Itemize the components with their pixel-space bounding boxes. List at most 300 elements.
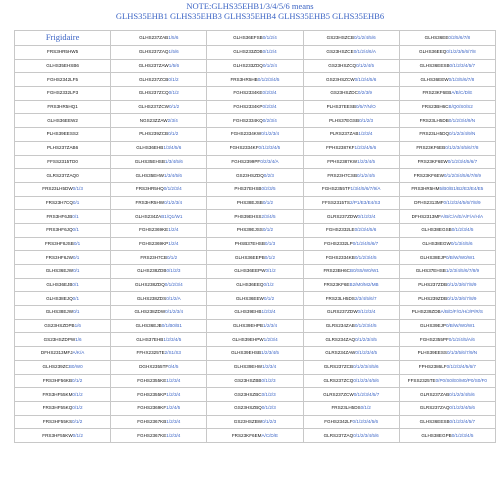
model-suffixes: 0/2/3/4/A <box>260 158 279 164</box>
table-row <box>15 210 496 224</box>
model-suffixes: 0/1/2/4/5/6/7 <box>352 240 379 246</box>
table-cell <box>207 73 303 87</box>
table-cell <box>111 223 207 237</box>
table-cell <box>15 223 111 237</box>
model-prefix: GLHS237ZCB <box>138 76 169 82</box>
model-prefix: GLHS234ZA <box>135 213 162 219</box>
model-suffixes: 0/1/2/3/4/5 <box>258 145 281 151</box>
model-suffixes: B0/W0 <box>68 364 83 370</box>
model-prefix: GLHS36EFSB <box>233 35 263 40</box>
model-prefix: FRS3HF55KW <box>42 432 73 438</box>
table-cell <box>111 100 207 114</box>
model-prefix: FGHS2342LF5 <box>47 76 79 82</box>
model-prefix: PLHS37EGSB <box>329 117 360 123</box>
table-cell <box>15 429 111 443</box>
table-cell <box>207 360 303 374</box>
table-cell <box>399 415 495 429</box>
model-prefix: FRS23KF6E <box>323 282 350 288</box>
model-suffixes: A/K/A <box>72 350 85 356</box>
model-prefix: GLRS234ZAQ <box>325 336 356 342</box>
model-suffixes: 0/1/3 <box>264 240 276 246</box>
table-row <box>15 87 496 101</box>
model-prefix: GS23HSZCE <box>326 49 354 55</box>
model-suffixes: 1/2/3/4/5 <box>163 336 182 342</box>
model-prefix: FGHS2369KP <box>139 240 169 246</box>
model-prefix: FRS3HF6JW <box>45 254 73 260</box>
table-cell <box>399 155 495 169</box>
table-cell <box>399 100 495 114</box>
model-prefix: GLHS38EJQ <box>46 295 73 301</box>
model-suffixes: 1/2/3/4 <box>261 309 276 315</box>
model-suffixes: 0/1 <box>73 268 80 274</box>
table-cell <box>303 210 399 224</box>
table-row <box>15 415 496 429</box>
table-cell <box>15 278 111 292</box>
model-suffixes: 0/P0/S0/E0/M0/P0/S0/F0 <box>435 377 487 383</box>
model-suffixes: 0/1/2/4/5/A/6 <box>448 336 475 342</box>
note-line-2: GLHS35EHB1 GLHS35EHB3 GLHS35EHB4 GLHS35EHB5 GLHS35EHB6 <box>115 11 385 21</box>
table-cell <box>207 265 303 279</box>
model-suffixes: 0/1/2/3/4/5 <box>355 350 378 356</box>
model-prefix: FGHS2342LF <box>324 418 353 424</box>
model-prefix: FRS3HR5HW5 <box>47 49 79 55</box>
model-prefix: PHSB37EHSB <box>234 240 265 246</box>
table-row <box>15 237 496 251</box>
table-cell <box>15 128 111 142</box>
table-cell <box>207 374 303 388</box>
model-prefix: GS23HSZCB <box>326 35 354 40</box>
model-prefix: GLRS237ZCQ <box>323 377 354 383</box>
model-suffixes: 0/1 <box>72 295 80 301</box>
model-prefix: FGHS2334KP <box>233 104 263 110</box>
model-prefix: FRS23KF6EB <box>416 145 446 151</box>
model-suffixes: 0/1/2 <box>72 432 83 438</box>
model-prefix: Frigidaire <box>45 32 80 42</box>
table-cell <box>207 401 303 415</box>
model-suffixes: 0/1/2/3/4 <box>165 309 184 315</box>
model-prefix: GLHS233ZDQ <box>233 63 263 69</box>
model-prefix: FRS3HF6JB <box>46 213 73 219</box>
table-row <box>15 292 496 306</box>
table-cell <box>303 114 399 128</box>
table-cell <box>303 31 399 46</box>
table-cell <box>111 169 207 183</box>
model-prefix: GLRS237ZAB <box>420 391 450 397</box>
model-suffixes: 1/3/4/5/6 <box>163 145 182 151</box>
table-cell <box>399 46 495 60</box>
table-cell <box>111 319 207 333</box>
table-cell <box>207 182 303 196</box>
model-suffixes: 0/1/2 <box>263 282 274 288</box>
table-cell <box>111 59 207 73</box>
table-cell <box>111 415 207 429</box>
table-cell <box>399 278 495 292</box>
table-cell <box>15 292 111 306</box>
model-prefix: GLHS237ZAQ <box>138 49 169 55</box>
table-cell <box>399 401 495 415</box>
model-prefix: FGHS2332LP3 <box>47 90 79 96</box>
table-cell <box>303 388 399 402</box>
table-cell <box>399 306 495 320</box>
model-prefix: GLHS36EJB <box>46 282 73 288</box>
model-prefix: PHS37EHSB <box>234 186 262 192</box>
model-suffixes: 1/2/3/4/5/6/7/8/9 <box>445 268 480 274</box>
table-cell <box>399 251 495 265</box>
model-suffixes: 0/1 <box>73 309 80 315</box>
table-cell <box>111 128 207 142</box>
model-prefix: GLHS36EJW <box>45 268 74 274</box>
table-cell <box>111 374 207 388</box>
model-prefix: PLHS239ZDB <box>418 295 448 301</box>
model-suffixes: 0/1/3 <box>72 186 83 192</box>
model-prefix: GS23HSZBQ <box>234 405 262 411</box>
model-prefix: PLHS39EESS <box>417 350 447 356</box>
model-suffixes: 0/1/2/3/4 <box>357 213 376 219</box>
model-suffixes: 2/3/4/5 <box>261 213 276 219</box>
model-suffixes: 0/1/2/4 <box>262 63 277 69</box>
table-cell <box>399 319 495 333</box>
table-row <box>15 347 496 361</box>
model-suffixes: 1/2/3/4 <box>166 377 181 383</box>
table-row <box>15 360 496 374</box>
model-prefix: FGHS2369KF <box>137 405 167 411</box>
table-cell <box>111 31 207 46</box>
model-prefix: GLHS238ZDQ <box>134 282 165 288</box>
table-cell <box>111 429 207 443</box>
model-prefix: FRS3HR5HB <box>230 76 258 82</box>
table-cell <box>15 100 111 114</box>
model-prefix: DFHS2313MF <box>411 213 441 219</box>
model-prefix: GLHS39EJP <box>419 323 446 329</box>
model-prefix: GLHS37EHB <box>136 336 164 342</box>
model-suffixes: 1/2/4/5 <box>166 405 181 411</box>
model-suffixes: 0/1/2 <box>168 131 179 137</box>
table-cell <box>15 87 111 101</box>
table-cell <box>399 429 495 443</box>
table-cell <box>303 237 399 251</box>
model-suffixes: 0/2/3/9 <box>357 90 372 96</box>
model-prefix: GLHS237ZCQ <box>138 90 169 96</box>
model-suffixes: 0/2/3/4 <box>262 104 277 110</box>
table-cell <box>207 347 303 361</box>
table-cell <box>303 360 399 374</box>
model-suffixes: 0/1 <box>72 213 79 219</box>
model-prefix: GLHS39EHPW <box>232 336 264 342</box>
table-cell <box>303 59 399 73</box>
table-cell <box>15 237 111 251</box>
table-cell <box>111 210 207 224</box>
table-cell <box>399 347 495 361</box>
model-prefix: GLHS238ZDB <box>137 268 167 274</box>
model-suffixes: 0/1/2/3/4/5 <box>451 432 474 438</box>
model-prefix: FRS23LH5DB <box>419 117 449 123</box>
model-suffixes: 1/2/4 <box>168 227 179 233</box>
model-suffixes: 0/1/2/3/4/5 <box>355 336 377 342</box>
model-prefix: FRS3HF56KB <box>42 377 73 383</box>
model-suffixes: 0/1/2/3/4/5/6 <box>352 418 379 424</box>
model-suffixes: 0/1 <box>72 254 80 260</box>
table-cell <box>15 347 111 361</box>
model-suffixes: 0/1/2/3 <box>262 418 277 424</box>
model-suffixes: 0/1/2 <box>72 377 83 383</box>
table-row <box>15 306 496 320</box>
table-cell <box>207 237 303 251</box>
table-cell <box>303 265 399 279</box>
table-cell <box>303 87 399 101</box>
table-row <box>15 114 496 128</box>
model-suffixes: 0/1/2 <box>72 418 83 424</box>
model-suffixes: 0/1 <box>73 240 81 246</box>
model-prefix: GLHS237ZAB <box>139 35 169 40</box>
table-cell <box>303 169 399 183</box>
model-suffixes: 0/B/W/W0/W1 <box>445 323 475 329</box>
table-cell <box>303 415 399 429</box>
model-suffixes: 0/1/2 <box>262 227 274 233</box>
model-prefix: FGHS2367KB <box>137 418 167 424</box>
model-prefix: GLHS35EHSB6 <box>46 63 79 69</box>
model-suffixes: 1/3/4/5/6 <box>164 158 183 164</box>
model-suffixes: 0/1/2/3/4/5/6 <box>449 405 475 411</box>
model-suffixes: 0/1/2/4 <box>262 35 277 40</box>
model-prefix: FFHX2325TE <box>136 350 165 356</box>
table-cell <box>15 251 111 265</box>
table-row <box>15 223 496 237</box>
model-suffixes: 0/2/3/4 <box>262 90 277 96</box>
model-prefix: GLRS234ZAB <box>325 323 355 329</box>
table-cell <box>15 196 111 210</box>
table-cell <box>207 169 303 183</box>
table-cell <box>207 31 303 46</box>
table-cell <box>207 128 303 142</box>
model-prefix: GLHS36EEW <box>420 76 449 82</box>
table-row <box>15 196 496 210</box>
table-cell <box>303 155 399 169</box>
table-cell <box>399 141 495 155</box>
model-prefix: PLHS237ZAB6 <box>47 145 79 151</box>
table-cell <box>15 265 111 279</box>
model-suffixes: 0/1/2/3/4 <box>164 199 183 205</box>
model-prefix: GS23HSZDC <box>330 90 358 96</box>
table-cell <box>207 333 303 347</box>
model-suffixes: 0/1/2/3/4/5 <box>354 254 377 260</box>
model-prefix: GLHS38EGPB <box>421 432 452 438</box>
model-prefix: GLHS238ZDW <box>134 309 166 315</box>
table-row <box>15 401 496 415</box>
table-cell <box>15 114 111 128</box>
model-prefix: GLHS36EEW2 <box>47 117 78 123</box>
model-suffixes: 1/2/3/4 <box>166 432 181 438</box>
table-cell <box>15 31 111 46</box>
model-prefix: GS23HSZCQ <box>328 63 357 69</box>
table-row <box>15 59 496 73</box>
model-prefix: FRS23BH6C <box>323 268 350 274</box>
model-suffixes: 0/1/2/3/4/5/7 <box>353 391 380 397</box>
table-cell <box>207 87 303 101</box>
model-suffixes: 0/1/2 <box>72 391 83 397</box>
table-cell <box>399 265 495 279</box>
model-suffixes: 0/1/2/3/4/5/7 <box>449 63 476 69</box>
table-cell <box>111 265 207 279</box>
table-row <box>15 278 496 292</box>
table-cell <box>399 237 495 251</box>
table-row <box>15 319 496 333</box>
table-cell <box>111 333 207 347</box>
table-cell <box>207 100 303 114</box>
model-prefix: FRS23LH5DS <box>325 295 355 301</box>
model-suffixes: 1/5/6 <box>168 35 179 40</box>
model-suffixes: 0/1/2/3/4/5/6/7 <box>446 364 476 370</box>
table-cell <box>111 401 207 415</box>
table-row <box>15 73 496 87</box>
model-suffixes: 1/3/4/5/6 <box>164 172 182 178</box>
model-suffixes: 0/1/2/A <box>166 295 181 301</box>
table-cell <box>207 319 303 333</box>
table-row <box>15 429 496 443</box>
table-cell <box>399 360 495 374</box>
model-suffixes: 0/2/5/6/7/8 <box>448 35 471 40</box>
table-cell <box>207 114 303 128</box>
table-cell <box>303 401 399 415</box>
table-cell <box>399 333 495 347</box>
model-suffixes: 0/1/2/3/4 <box>357 309 376 315</box>
note-line-1: NOTE:GLHS35EHB1/3/4/5/6 means <box>186 1 314 11</box>
model-suffixes: 5/B0/B1/B2/E3/E4/E5 <box>439 186 484 192</box>
table-cell <box>111 46 207 60</box>
model-suffixes: 0/1/2/3/4/5/6/7/8/9 <box>443 199 481 205</box>
table-cell <box>111 196 207 210</box>
model-suffixes: 0/1/B0/B1 <box>161 323 182 329</box>
model-prefix: GLHS36EEQ <box>419 49 447 55</box>
model-suffixes: 1/6 <box>74 323 81 329</box>
table-cell <box>111 251 207 265</box>
model-suffixes: B0/S5/W0/W1 <box>350 268 379 274</box>
model-prefix: DFHS2313MFJ <box>40 350 73 356</box>
table-cell <box>15 401 111 415</box>
table-cell <box>207 46 303 60</box>
model-suffixes: 0/1/3/5/6/7/8 <box>448 76 475 82</box>
model-suffixes: 0/1/2/3/4 <box>261 131 280 137</box>
model-suffixes: 0/1/2 <box>262 199 274 205</box>
model-prefix: GLHS39EHPB <box>232 323 263 329</box>
model-prefix: DGHX2355TF <box>139 364 169 370</box>
table-cell <box>399 374 495 388</box>
model-prefix: FFSS2325TE <box>407 377 436 383</box>
note-header <box>0 1 500 21</box>
model-prefix: FGHS2332LE <box>325 227 355 233</box>
model-prefix: FGHS2355TF <box>321 186 351 192</box>
model-prefix: FRS3HR5HM <box>411 186 440 192</box>
table-cell <box>111 114 207 128</box>
table-cell <box>111 182 207 196</box>
model-prefix: FGHS2334KQ <box>233 117 263 123</box>
table-cell <box>15 210 111 224</box>
table-cell <box>303 46 399 60</box>
model-prefix: FRS3HF55KS <box>42 418 73 424</box>
model-suffixes: 0/1/2/3/6/7/8/9 <box>447 295 477 301</box>
model-suffixes: 2/3/4/5/6/7 <box>354 295 377 301</box>
model-suffixes: 1/5/6 <box>168 63 179 69</box>
model-suffixes: 0/1/2/4/5/6 <box>354 76 377 82</box>
model-suffixes: 0/B/W/W0/W1 <box>445 254 475 260</box>
model-prefix: FRS23KF6EB <box>422 90 452 96</box>
model-prefix: GLRS237ZDW <box>326 309 358 315</box>
model-suffixes: B1/Q1/W1 <box>161 213 183 219</box>
model-prefix: FGHS2355KP <box>137 391 167 397</box>
model-suffixes: 0/2/3/4 <box>262 117 277 123</box>
model-prefix: PLHS237ZDB <box>418 282 448 288</box>
table-cell <box>303 292 399 306</box>
table-cell <box>207 278 303 292</box>
model-suffixes: 2/S1/S3 <box>164 350 181 356</box>
table-cell <box>399 73 495 87</box>
model-prefix: DFHS2313MF <box>414 199 444 205</box>
model-suffixes: 0/1/2 <box>360 405 371 411</box>
table-cell <box>207 388 303 402</box>
model-prefix: FGHS2334KF <box>229 145 259 151</box>
model-suffixes: 0/1/2/4 <box>262 49 277 55</box>
table-cell <box>111 278 207 292</box>
model-suffixes: B/Q0/S0/S2 <box>448 104 473 110</box>
model-prefix: GS23HSZDPB <box>44 323 75 329</box>
model-prefix: FGHS2334KW <box>230 131 262 137</box>
model-prefix: FRS23KF6EW <box>413 172 444 178</box>
model-prefix: FRS23H7CSB <box>327 172 358 178</box>
model-suffixes: 0/1/2/3/5/6/7/8 <box>446 49 476 55</box>
table-cell <box>207 429 303 443</box>
table-cell <box>207 155 303 169</box>
table-row <box>15 46 496 60</box>
model-suffixes: 0/1/2/3/4/5/6 <box>449 391 475 397</box>
model-suffixes: 1/5/6 <box>168 49 179 55</box>
table-cell <box>303 374 399 388</box>
table-cell <box>15 374 111 388</box>
model-suffixes: 0/1/2/3/4/9/N <box>448 117 476 123</box>
model-prefix: GLHS39EHSB <box>230 350 262 356</box>
table-cell <box>303 100 399 114</box>
model-suffixes: 0/1/2/3/4/9/N <box>449 131 476 137</box>
model-suffixes: A/B/C/A/E/A/F/A/H/A <box>440 213 484 219</box>
model-prefix: PLRS237ZAB <box>329 131 359 137</box>
table-row <box>15 265 496 279</box>
model-prefix: FRS23LH5DQ <box>419 131 450 137</box>
model-prefix: GLHS35EHSB <box>134 158 165 164</box>
model-prefix: FRS3HF6JQ <box>46 227 73 233</box>
model-prefix: NGS23ZZAW <box>139 117 168 123</box>
model-prefix: GLHS38EJP <box>419 254 446 260</box>
model-suffixes: B2/M0/M2/MB <box>349 282 379 288</box>
model-prefix: GLRS237ZCB <box>323 364 354 370</box>
model-prefix: FGHS2334KE <box>233 90 263 96</box>
model-suffixes: 0/1/2/3 <box>261 377 276 383</box>
table-row <box>15 388 496 402</box>
model-suffixes: 0/1/2/3/4 <box>163 186 182 192</box>
model-prefix: PHS39EHSS <box>234 213 262 219</box>
model-suffixes: 0/1/2/4/6/A <box>353 49 376 55</box>
model-suffixes: 1/2/3/4 <box>262 364 277 370</box>
model-prefix: FFSS2315TS <box>322 199 350 205</box>
table-cell <box>15 46 111 60</box>
table-cell <box>15 155 111 169</box>
model-prefix: FRS3HF55KM <box>42 391 73 397</box>
table-cell <box>15 360 111 374</box>
model-prefix: GLHS233ZDB <box>233 49 263 55</box>
table-cell <box>111 87 207 101</box>
model-suffixes: 0/1/2/3/4/5/6 <box>353 377 379 383</box>
table-cell <box>15 73 111 87</box>
table-cell <box>399 196 495 210</box>
table-cell <box>303 251 399 265</box>
model-prefix: GS23HSZBW <box>233 418 263 424</box>
